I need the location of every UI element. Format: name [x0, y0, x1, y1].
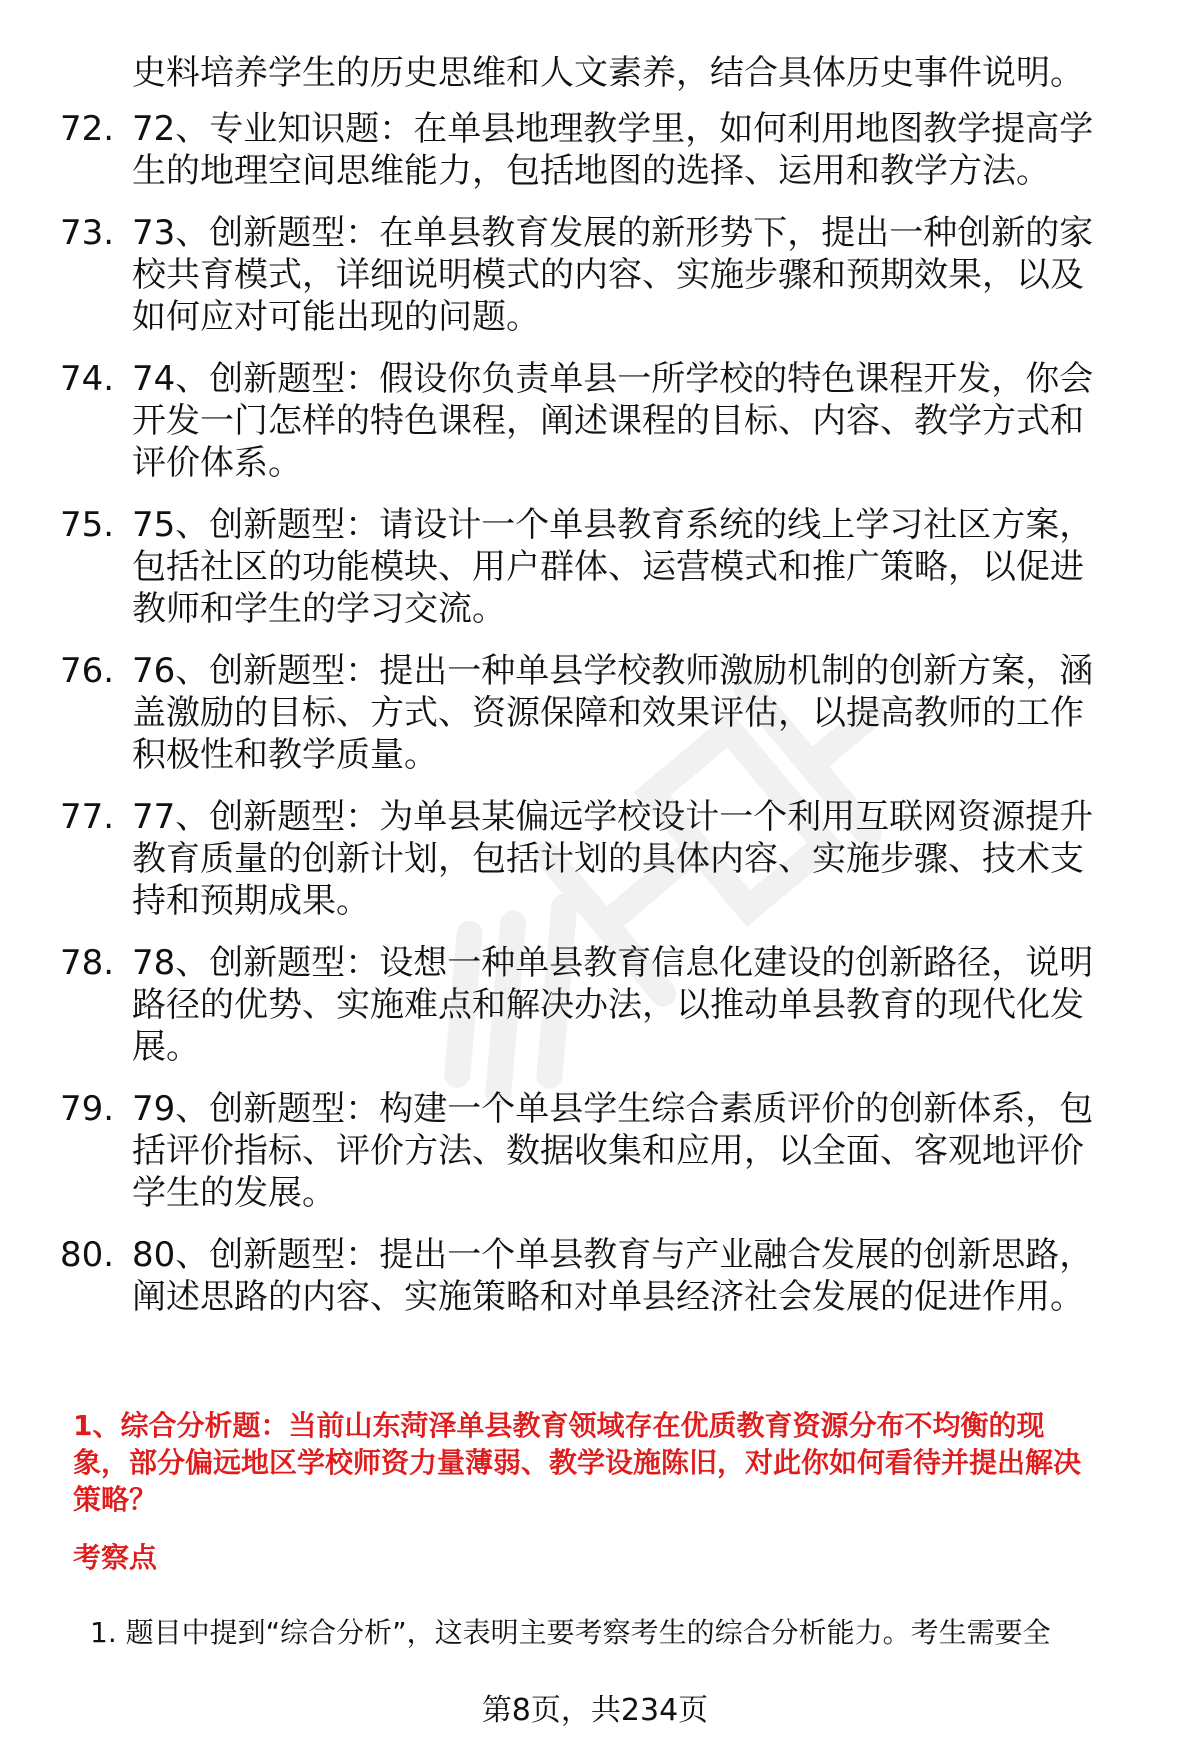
continuation-line: 史料培养学生的历史思维和人文素养，结合具体历史事件说明。 [132, 53, 1084, 93]
question-text-line: 包括社区的功能模块、用户群体、运营模式和推广策略，以促进 [132, 547, 1084, 587]
section-question-title [73, 1407, 1081, 1518]
question-number: 72. [60, 109, 115, 149]
question-text-line: 积极性和教学质量。 [132, 735, 438, 775]
focus-point-item: 1. 题目中提到“综合分析”，这表明主要考察考生的综合分析能力。考生需要全 [90, 1616, 1051, 1649]
section-title-line: 策略？ [73, 1483, 158, 1516]
question-item [0, 212, 1190, 338]
question-text-line: 评价体系。 [132, 443, 302, 483]
question-item [0, 650, 1190, 776]
question-text [132, 1234, 1190, 1318]
question-text-line: 校共育模式，详细说明模式的内容、实施步骤和预期效果，以及 [132, 255, 1084, 295]
question-text-line: 77、创新题型：为单县某偏远学校设计一个利用互联网资源提升 [132, 797, 1094, 837]
question-item [0, 504, 1190, 630]
question-list [0, 108, 1190, 1338]
question-text-line: 盖激励的目标、方式、资源保障和效果评估，以提高教师的工作 [132, 693, 1084, 733]
question-text-line: 72、专业知识题：在单县地理教学里，如何利用地图教学提高学 [132, 109, 1094, 149]
page-number-footer: 第8页，共234页 [481, 1693, 709, 1728]
question-number: 73. [60, 213, 115, 253]
question-text [132, 358, 1190, 484]
section-title-line: 象，部分偏远地区学校师资力量薄弱、教学设施陈旧，对此你如何看待并提出解决 [73, 1446, 1082, 1479]
question-item [0, 796, 1190, 922]
question-number: 76. [60, 651, 115, 691]
question-text [132, 796, 1190, 922]
question-text-line: 路径的优势、实施难点和解决办法，以推动单县教育的现代化发 [132, 985, 1084, 1025]
question-number: 80. [60, 1235, 115, 1275]
question-text [132, 504, 1190, 630]
question-number: 75. [60, 505, 115, 545]
question-text-line: 如何应对可能出现的问题。 [132, 297, 540, 337]
question-text-line: 教育质量的创新计划，包括计划的具体内容、实施步骤、技术支 [132, 839, 1084, 879]
question-text-line: 展。 [132, 1027, 200, 1067]
question-text [132, 212, 1190, 338]
question-text [132, 942, 1190, 1068]
question-text [132, 1088, 1190, 1214]
question-item [0, 1088, 1190, 1214]
question-text-line: 73、创新题型：在单县教育发展的新形势下，提出一种创新的家 [132, 213, 1094, 253]
question-item [0, 942, 1190, 1068]
question-item [0, 358, 1190, 484]
question-text-line: 75、创新题型：请设计一个单县教育系统的线上学习社区方案， [132, 505, 1094, 545]
question-number: 74. [60, 359, 115, 399]
question-number: 78. [60, 943, 115, 983]
question-number: 79. [60, 1089, 115, 1129]
question-text-line: 括评价指标、评价方法、数据收集和应用，以全面、客观地评价 [132, 1131, 1084, 1171]
question-item [0, 108, 1190, 192]
question-item [0, 1234, 1190, 1318]
question-text-line: 78、创新题型：设想一种单县教育信息化建设的创新路径，说明 [132, 943, 1094, 983]
question-text-line: 学生的发展。 [132, 1173, 336, 1213]
section-title-line: 1、综合分析题：当前山东菏泽单县教育领域存在优质教育资源分布不均衡的现 [73, 1409, 1045, 1442]
question-text-line: 76、创新题型：提出一种单县学校教师激励机制的创新方案，涵 [132, 651, 1094, 691]
question-text-line: 74、创新题型：假设你负责单县一所学校的特色课程开发，你会 [132, 359, 1094, 399]
question-text [132, 108, 1190, 192]
focus-points-label: 考察点 [73, 1541, 158, 1574]
question-text-line: 生的地理空间思维能力，包括地图的选择、运用和教学方法。 [132, 151, 1050, 191]
question-text-line: 79、创新题型：构建一个单县学生综合素质评价的创新体系，包 [132, 1089, 1094, 1129]
question-text-line: 80、创新题型：提出一个单县教育与产业融合发展的创新思路， [132, 1235, 1094, 1275]
question-text-line: 阐述思路的内容、实施策略和对单县经济社会发展的促进作用。 [132, 1277, 1084, 1317]
question-text-line: 开发一门怎样的特色课程，阐述课程的目标、内容、教学方式和 [132, 401, 1084, 441]
question-text-line: 持和预期成果。 [132, 881, 370, 921]
question-text-line: 教师和学生的学习交流。 [132, 589, 506, 629]
question-number: 77. [60, 797, 115, 837]
question-text [132, 650, 1190, 776]
